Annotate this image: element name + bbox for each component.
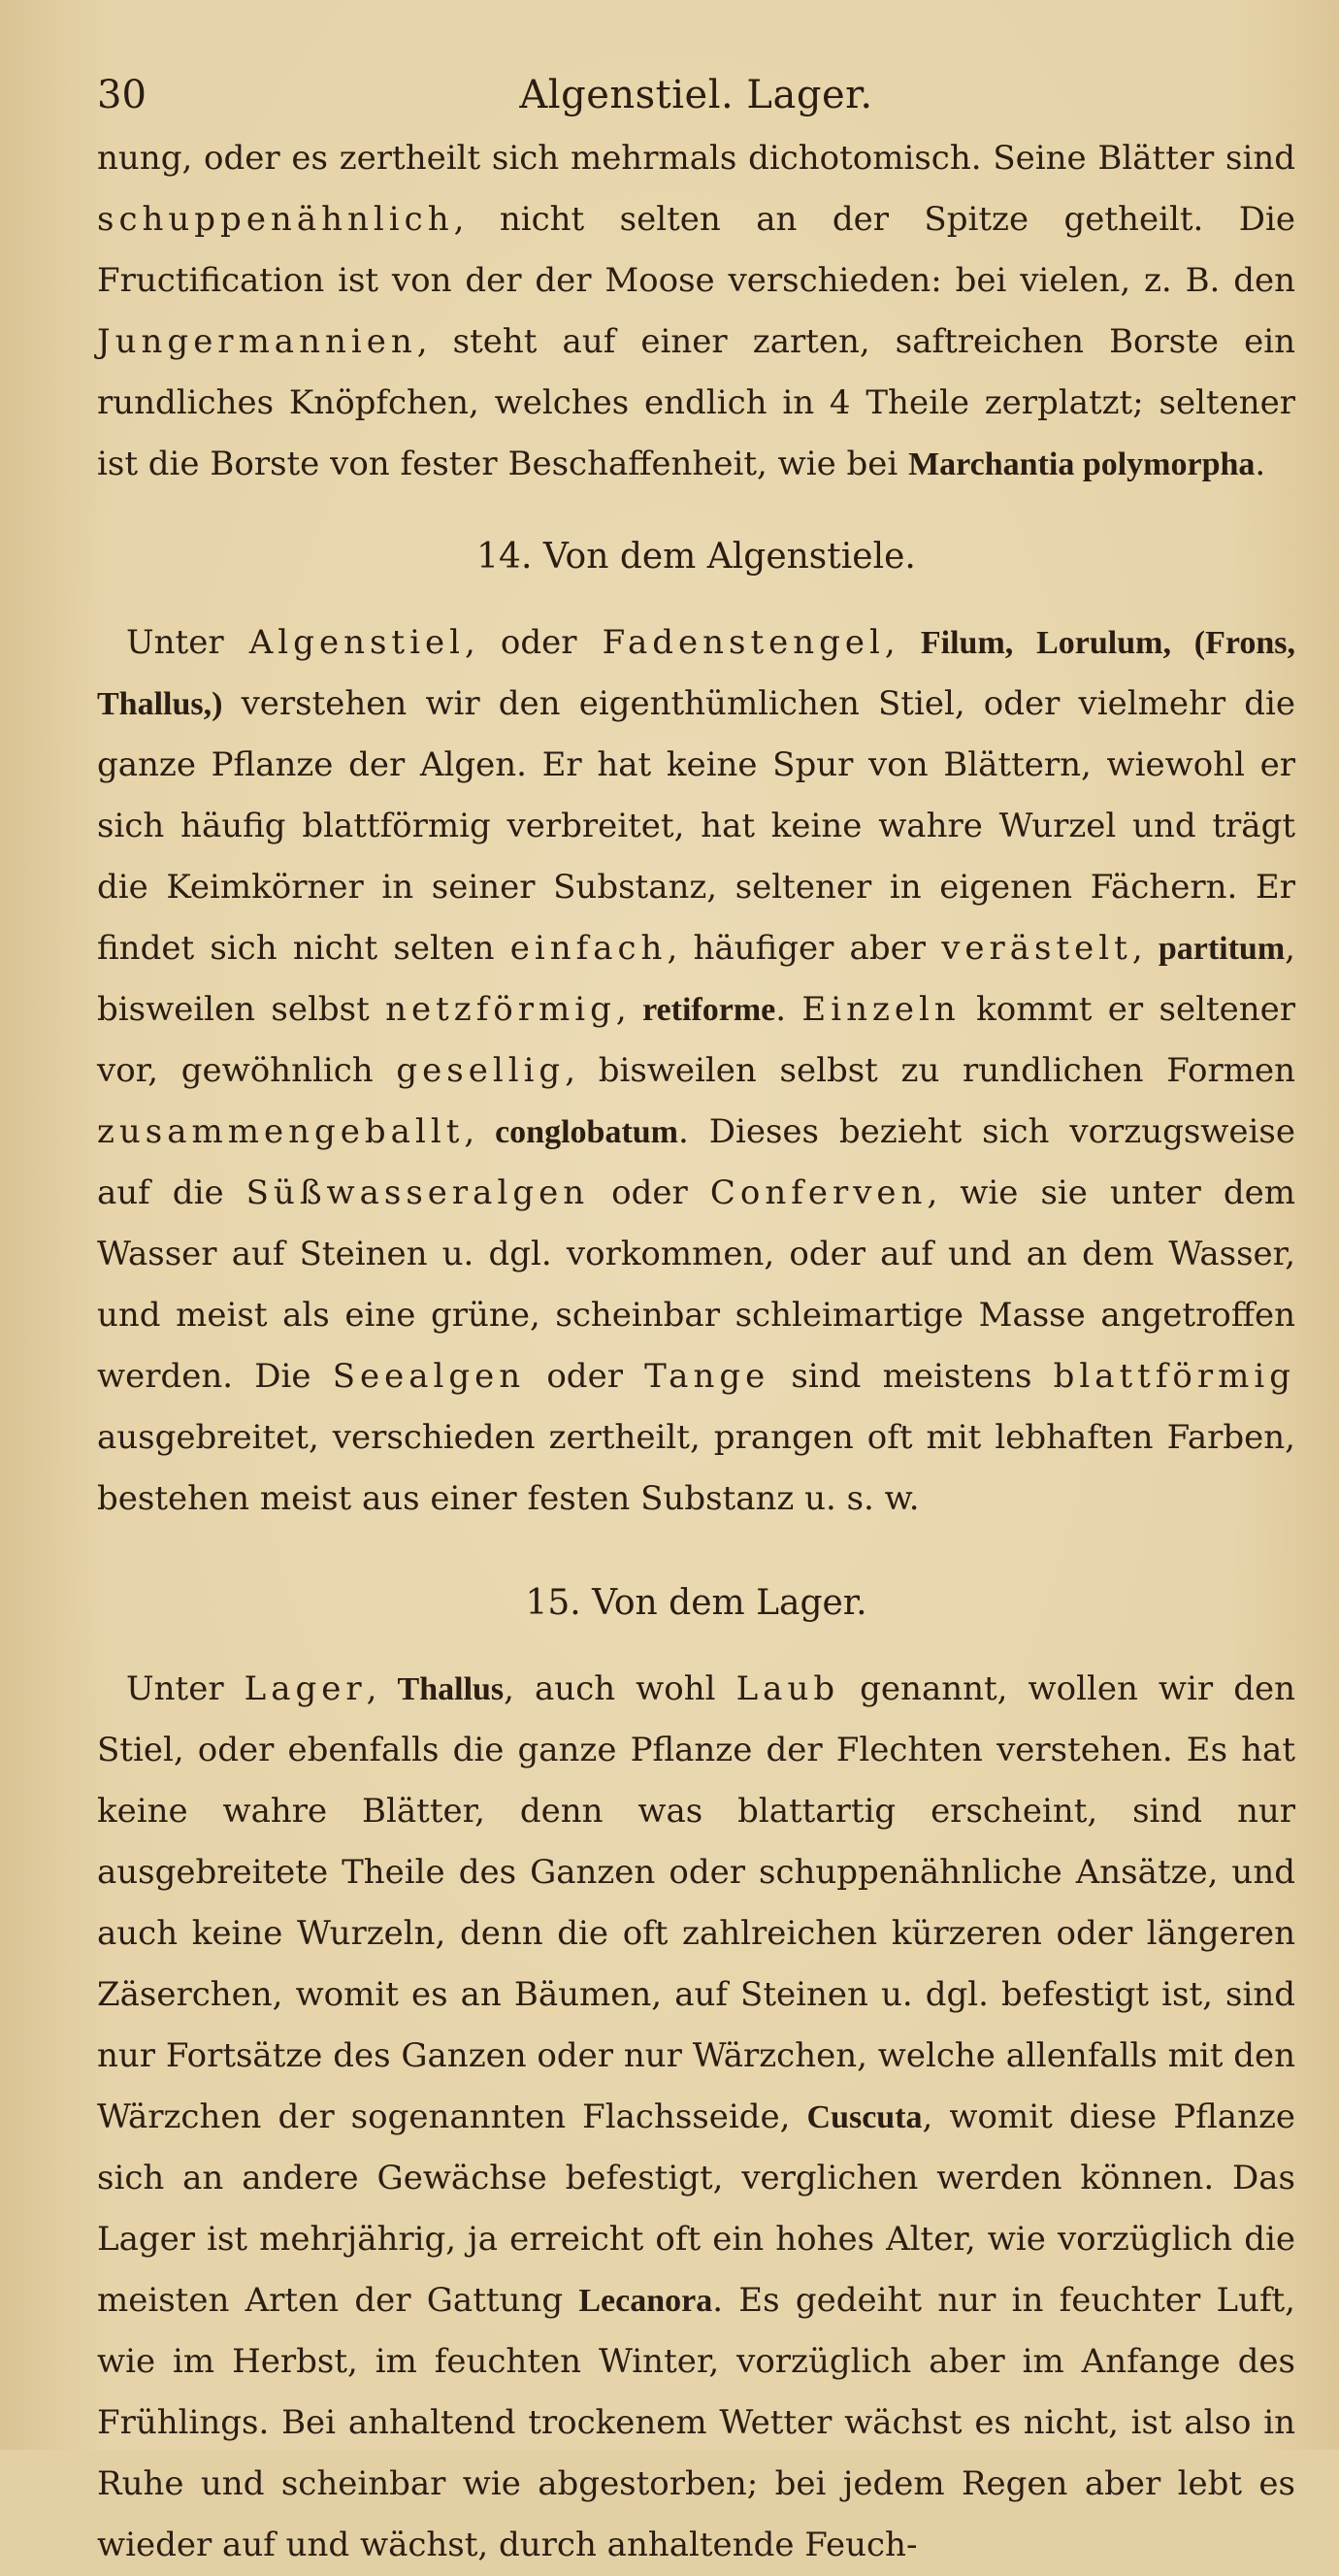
intro-paragraph [97, 128, 1295, 495]
text-run: , womit diese Pflanze sich an andere Gewächse befestigt, verglichen werden können. Das Lager ist mehrjährig, ja erreicht oft ein hohes Alter, wie vorzüglich die meisten Arten der Gattung [97, 2097, 1295, 2320]
text-run: oder [589, 1173, 710, 1212]
spaced-term: Lager [244, 1669, 367, 1708]
text-run: , nicht selten an der Spitze getheilt. Die Fructification ist von der der Moose verschieden: bei vielen, z. B. den [97, 200, 1295, 300]
spaced-term: Seealgen [332, 1357, 526, 1396]
section-15-paragraph [97, 1659, 1295, 2576]
latin-term: Filum, Lorulum, (Frons, Thallus,) [97, 625, 1296, 722]
spaced-term: Einzeln [801, 990, 961, 1029]
section-14-paragraph [97, 612, 1295, 1530]
text-run: kommt er seltener vor, gewöhnlich [97, 990, 1295, 1090]
text-run: , steht auf einer zarten, saftreichen Borste ein rundliches Knöpfchen, welches endlich in 4 Theile zerplatzt; seltener ist die Borste von fester Beschaffenheit, wie bei [97, 322, 1295, 483]
text-run: , bisweilen selbst [97, 929, 1295, 1029]
text-run: , wie sie unter dem Wasser auf Steinen u. dgl. vorkommen, oder auf und an dem Wasser, und meist als eine grüne, scheinbar schleimartige Masse angetroffen werden. Die [97, 1173, 1295, 1396]
latin-term: Lecanora [578, 2283, 713, 2319]
text-run: Unter [126, 1669, 245, 1708]
latin-term: partitum [1158, 931, 1286, 967]
spaced-term: Fadenstengel [602, 623, 885, 662]
text-run: , bisweilen selbst zu rundlichen Formen [565, 1051, 1295, 1090]
text-run: genannt, wollen wir den Stiel, oder ebenfalls die ganze Pflanze der Flechten verstehen. Es hat keine wahre Blätter, denn was blattartig erscheint, sind nur ausgebreitete Theile des Ganzen oder schuppenähnliche Ansätze, und auch keine Wurzeln, denn die oft zahlreichen kürzeren oder längeren Zäserchen, womit es an Bäumen, auf Steinen u. dgl. befestigt ist, sind nur Fortsätze des Ganzen oder nur Wärzchen, welche allenfalls mit den Wärzchen der sogenannten Flachsseide, [97, 1669, 1296, 2136]
latin-term: Thallus [397, 1671, 505, 1707]
spaced-term: einfach [509, 929, 668, 968]
text-run: , oder [464, 623, 603, 662]
text-run: Unter [126, 623, 249, 662]
latin-term: Marchantia polymorpha [908, 446, 1256, 482]
text-run: , häufiger aber [667, 929, 942, 968]
text-run: . [775, 990, 802, 1029]
running-head [97, 68, 1295, 122]
spaced-term: verästelt [941, 929, 1132, 968]
text-run: oder [525, 1357, 645, 1396]
text-run: , [366, 1669, 398, 1708]
text-run: , [1131, 929, 1159, 968]
text-run: , [615, 990, 643, 1029]
spaced-term: Tange [644, 1357, 770, 1396]
latin-term: Cuscuta [806, 2099, 923, 2135]
text-run: . [1255, 445, 1266, 483]
section-heading-14: 14. Von dem Algenstiele. [476, 537, 916, 577]
spaced-term: zusammengeballt [97, 1112, 465, 1151]
text-run: . Es gedeiht nur in feuchter Luft, wie im Herbst, im feuchten Winter, vorzüglich aber im Anfange des Frühlings. Bei anhaltend trockenem Wetter wächst es nicht, ist also in Ruhe und scheinbar wie abgestorben; bei jedem Regen aber lebt es wieder auf und wächst, durch anhaltende Feuch- [97, 2281, 1295, 2564]
spaced-term: blattförmig [1053, 1357, 1295, 1396]
spaced-term: gesellig [396, 1051, 566, 1090]
spaced-term: Laub [735, 1669, 840, 1708]
text-run: , [464, 1112, 496, 1151]
text-run: sind meistens [769, 1357, 1054, 1396]
latin-term: conglobatum [495, 1114, 679, 1150]
latin-term: retiforme [642, 992, 776, 1028]
spaced-term: Süßwasseralgen [245, 1173, 590, 1212]
spaced-term: Conferven [709, 1173, 928, 1212]
text-run: nung, oder es zertheilt sich mehrmals dichotomisch. Seine Blätter sind [97, 139, 1295, 178]
text-run: , auch wohl [504, 1669, 736, 1708]
text-run: ausgebreitet, verschieden zertheilt, prangen oft mit lebhaften Farben, bestehen meist aus einer festen Substanz u. s. w. [97, 1418, 1295, 1518]
page-number: 30 [97, 73, 147, 117]
spaced-term: Algenstiel [248, 623, 465, 662]
text-run: . Dieses bezieht sich vorzugsweise auf die [97, 1112, 1295, 1212]
running-title: Algenstiel. Lager. [519, 73, 873, 117]
spaced-term: schuppenähnlich [97, 200, 454, 239]
spaced-term: netzförmig [385, 990, 616, 1029]
spaced-term: Jungermannien [97, 322, 417, 361]
text-run: , [884, 623, 921, 662]
section-heading-15: 15. Von dem Lager. [525, 1583, 867, 1623]
text-run: verstehen wir den eigenthümlichen Stiel, oder vielmehr die ganze Pflanze der Algen. Er hat keine Spur von Blättern, wiewohl er sich häufig blattförmig verbreitet, hat keine wahre Wurzel und trägt die Keimkörner in seiner Substanz, seltener in eigenen Fächern. Er findet sich nicht selten [97, 684, 1295, 968]
